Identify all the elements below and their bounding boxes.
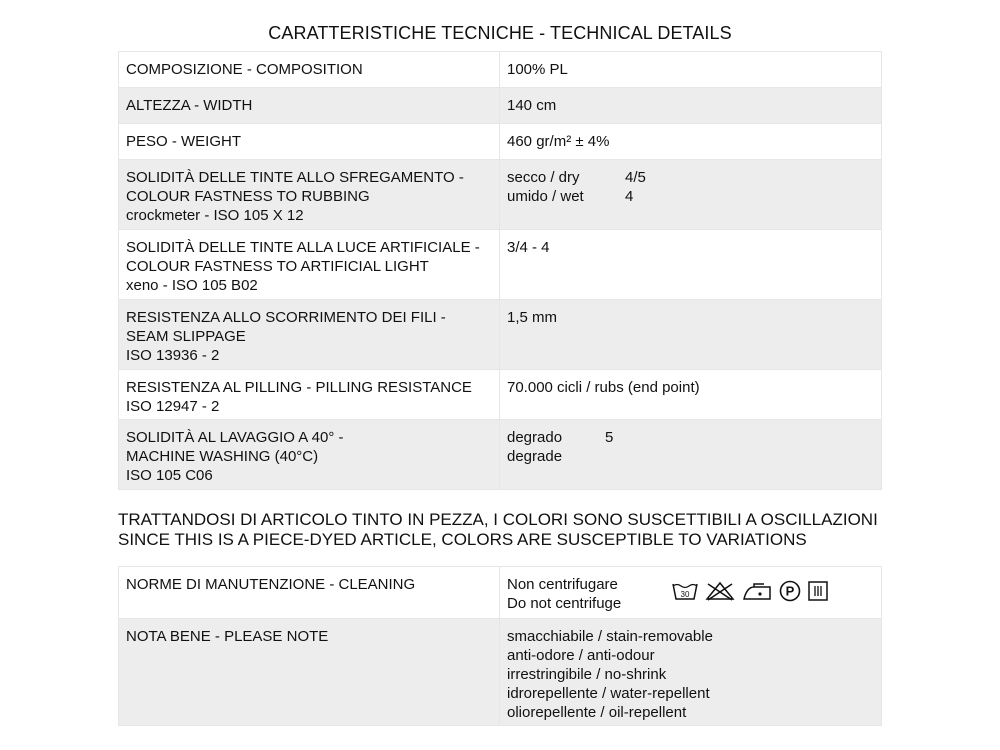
line-dry-icon xyxy=(808,581,828,601)
spec-row xyxy=(119,52,882,88)
note-line: oliorepellente / oil-repellent xyxy=(507,704,687,721)
spec-value-key: secco / dry xyxy=(507,169,580,186)
note-line: anti-odore / anti-odour xyxy=(507,647,655,664)
spec-value-rating: 4/5 xyxy=(625,169,646,186)
care-label: NORME DI MANUTENZIONE - CLEANING xyxy=(119,567,500,619)
note-label: NOTA BENE - PLEASE NOTE xyxy=(119,619,500,726)
spec-value-pair xyxy=(507,187,874,206)
spec-value xyxy=(500,420,882,490)
spec-label-line: ISO 13936 - 2 xyxy=(126,347,220,364)
spec-label xyxy=(119,420,500,490)
wash-temp-label: 30 xyxy=(680,590,690,599)
care-row xyxy=(119,567,882,619)
spec-label xyxy=(119,88,500,124)
spec-label xyxy=(119,230,500,300)
spec-value-text: 100% PL xyxy=(507,61,568,78)
notice-english: SINCE THIS IS A PIECE-DYED ARTICLE, COLORS ARE SUSCEPTIBLE TO VARIATIONS xyxy=(118,530,807,549)
spec-row xyxy=(119,88,882,124)
no-bleach-icon xyxy=(705,581,735,601)
spec-label-line: PESO - WEIGHT xyxy=(126,133,242,150)
care-table xyxy=(118,566,882,726)
note-line: smacchiabile / stain-removable xyxy=(507,628,713,645)
spec-value-pair xyxy=(507,168,874,187)
spec-value-key: umido / wet xyxy=(507,188,584,205)
notice-italian: TRATTANDOSI DI ARTICOLO TINTO IN PEZZA, I COLORI SONO SUSCETTIBILI A OSCILLAZIONI xyxy=(118,510,878,529)
spec-label-line: SEAM SLIPPAGE xyxy=(126,328,246,345)
spec-value-text: 1,5 mm xyxy=(507,309,558,326)
spec-label xyxy=(119,370,500,420)
spec-label-line: crockmeter - ISO 105 X 12 xyxy=(126,207,304,224)
spec-label-line: ISO 12947 - 2 xyxy=(126,398,220,415)
wash-30-icon xyxy=(672,581,698,601)
spec-row xyxy=(119,230,882,300)
spec-value-key: degrade xyxy=(507,448,563,465)
spec-label-line: SOLIDITÀ DELLE TINTE ALLA LUCE ARTIFICIALE - xyxy=(126,239,480,256)
spec-value xyxy=(500,370,882,420)
care-line: Non centrifugare xyxy=(507,576,618,593)
spec-row xyxy=(119,370,882,420)
spec-label-line: xeno - ISO 105 B02 xyxy=(126,277,258,294)
spec-label-line: ALTEZZA - WIDTH xyxy=(126,97,253,114)
page-title: CARATTERISTICHE TECNICHE - TECHNICAL DETAILS xyxy=(268,23,732,43)
spec-label xyxy=(119,124,500,160)
spec-label xyxy=(119,300,500,370)
spec-label-line: SOLIDITÀ DELLE TINTE ALLO SFREGAMENTO - xyxy=(126,169,464,186)
spec-value-key: degrado xyxy=(507,429,563,446)
spec-value-rating: 4 xyxy=(625,188,634,205)
spec-label-line: COLOUR FASTNESS TO RUBBING xyxy=(126,188,370,205)
spec-label-line: RESISTENZA AL PILLING - PILLING RESISTANCE xyxy=(126,379,472,396)
spec-value-text: 140 cm xyxy=(507,97,557,114)
note-line: irrestringibile / no-shrink xyxy=(507,666,667,683)
technical-details-table xyxy=(118,51,882,490)
piece-dyed-notice xyxy=(118,510,918,550)
dry-clean-p-icon xyxy=(779,580,801,602)
care-symbols xyxy=(672,580,828,602)
spec-label xyxy=(119,52,500,88)
spec-value-text: 460 gr/m² ± 4% xyxy=(507,133,610,150)
spec-value xyxy=(500,160,882,230)
care-value xyxy=(500,567,882,619)
spec-value xyxy=(500,230,882,300)
spec-row xyxy=(119,160,882,230)
spec-row xyxy=(119,300,882,370)
spec-value-rating: 5 xyxy=(605,429,614,446)
spec-value-text: 3/4 - 4 xyxy=(507,239,550,256)
spec-label-line: MACHINE WASHING (40°C) xyxy=(126,448,319,465)
spec-value xyxy=(500,124,882,160)
spec-value xyxy=(500,88,882,124)
spec-value xyxy=(500,52,882,88)
note-line: idrorepellente / water-repellent xyxy=(507,685,710,702)
spec-value xyxy=(500,300,882,370)
spec-row xyxy=(119,124,882,160)
note-row xyxy=(119,619,882,726)
note-value xyxy=(500,619,882,726)
spec-label-line: RESISTENZA ALLO SCORRIMENTO DEI FILI - xyxy=(126,309,446,326)
spec-label xyxy=(119,160,500,230)
spec-label-line: ISO 105 C06 xyxy=(126,467,213,484)
spec-label-line: SOLIDITÀ AL LAVAGGIO A 40° - xyxy=(126,429,344,446)
care-line: Do not centrifuge xyxy=(507,595,622,612)
spec-value-pair xyxy=(507,447,874,466)
spec-value-text: 70.000 cicli / rubs (end point) xyxy=(507,379,700,396)
spec-label-line: COMPOSIZIONE - COMPOSITION xyxy=(126,61,363,78)
dry-clean-letter: P xyxy=(785,583,795,599)
spec-value-pair xyxy=(507,428,874,447)
spec-row xyxy=(119,420,882,490)
spec-label-line: COLOUR FASTNESS TO ARTIFICIAL LIGHT xyxy=(126,258,429,275)
iron-low-icon xyxy=(742,581,772,601)
